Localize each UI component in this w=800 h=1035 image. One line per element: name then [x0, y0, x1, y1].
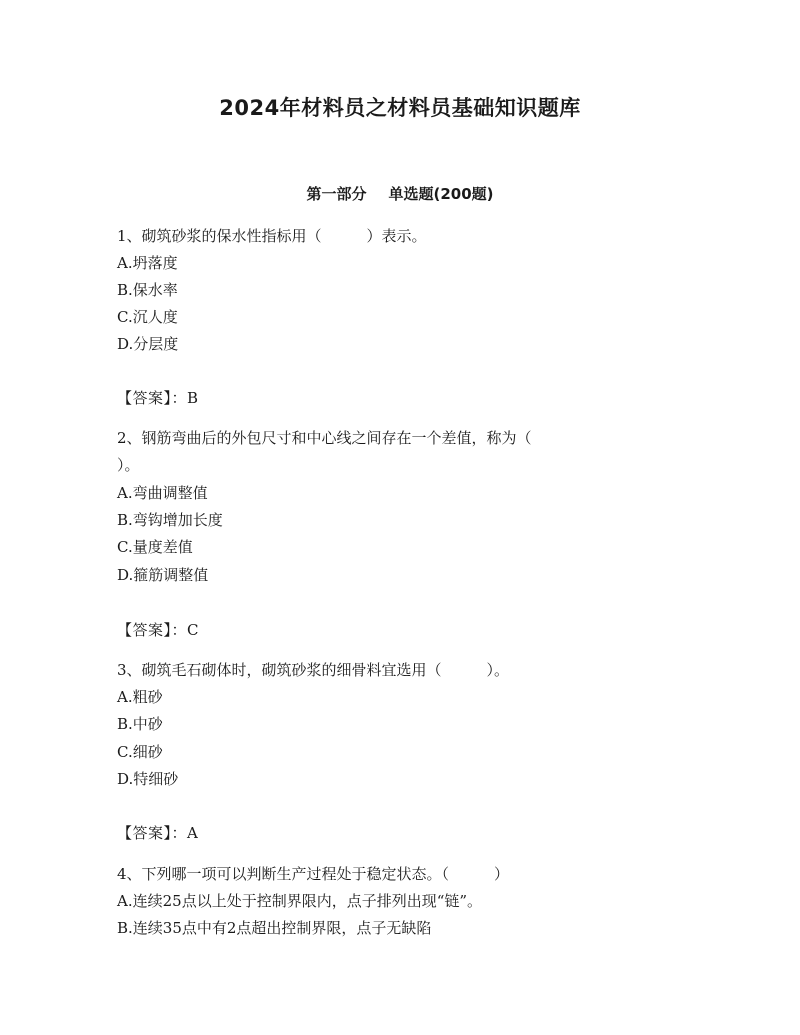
question-1-option-c: C.沉人度: [117, 308, 178, 326]
question-3-answer: 【答案】：A: [117, 824, 199, 842]
question-2-stem-cont: ）。: [117, 456, 140, 474]
question-2-option-b: B.弯钩增加长度: [117, 511, 223, 529]
question-3-stem: 3、砌筑毛石砌体时，砌筑砂浆的细骨料宜选用（ ）。: [117, 661, 510, 679]
question-4-stem: 4、下列哪一项可以判断生产过程处于稳定状态。（ ）: [117, 865, 510, 883]
question-2-answer: 【答案】：C: [117, 621, 199, 639]
question-1-option-a: A.坍落度: [117, 254, 178, 272]
question-3-option-b: B.中砂: [117, 715, 163, 733]
question-1-answer: 【答案】：B: [117, 389, 199, 407]
question-3-option-a: A.粗砂: [117, 688, 163, 706]
question-1-stem: 1、砌筑砂浆的保水性指标用（ ）表示。: [117, 227, 427, 245]
section-heading: [0, 183, 800, 204]
question-4-option-a: A.连续25点以上处于控制界限内，点子排列出现“链”。: [117, 892, 483, 910]
question-2-stem: 2、钢筋弯曲后的外包尺寸和中心线之间存在一个差值，称为（: [117, 429, 532, 447]
question-3-option-d: D.特细砂: [117, 770, 179, 788]
section-part: 第一部分: [306, 185, 367, 203]
question-2-option-a: A.弯曲调整值: [117, 484, 208, 502]
document-title: 2024年材料员之材料员基础知识题库: [219, 96, 581, 120]
section-name: 单选题(200题): [388, 185, 494, 203]
question-1-option-b: B.保水率: [117, 281, 178, 299]
question-2-option-c: C.量度差值: [117, 538, 193, 556]
question-2-option-d: D.箍筋调整值: [117, 566, 209, 584]
question-3-option-c: C.细砂: [117, 743, 163, 761]
question-4-option-b: B.连续35点中有2点超出控制界限，点子无缺陷: [117, 919, 432, 937]
question-1-option-d: D.分层度: [117, 335, 179, 353]
